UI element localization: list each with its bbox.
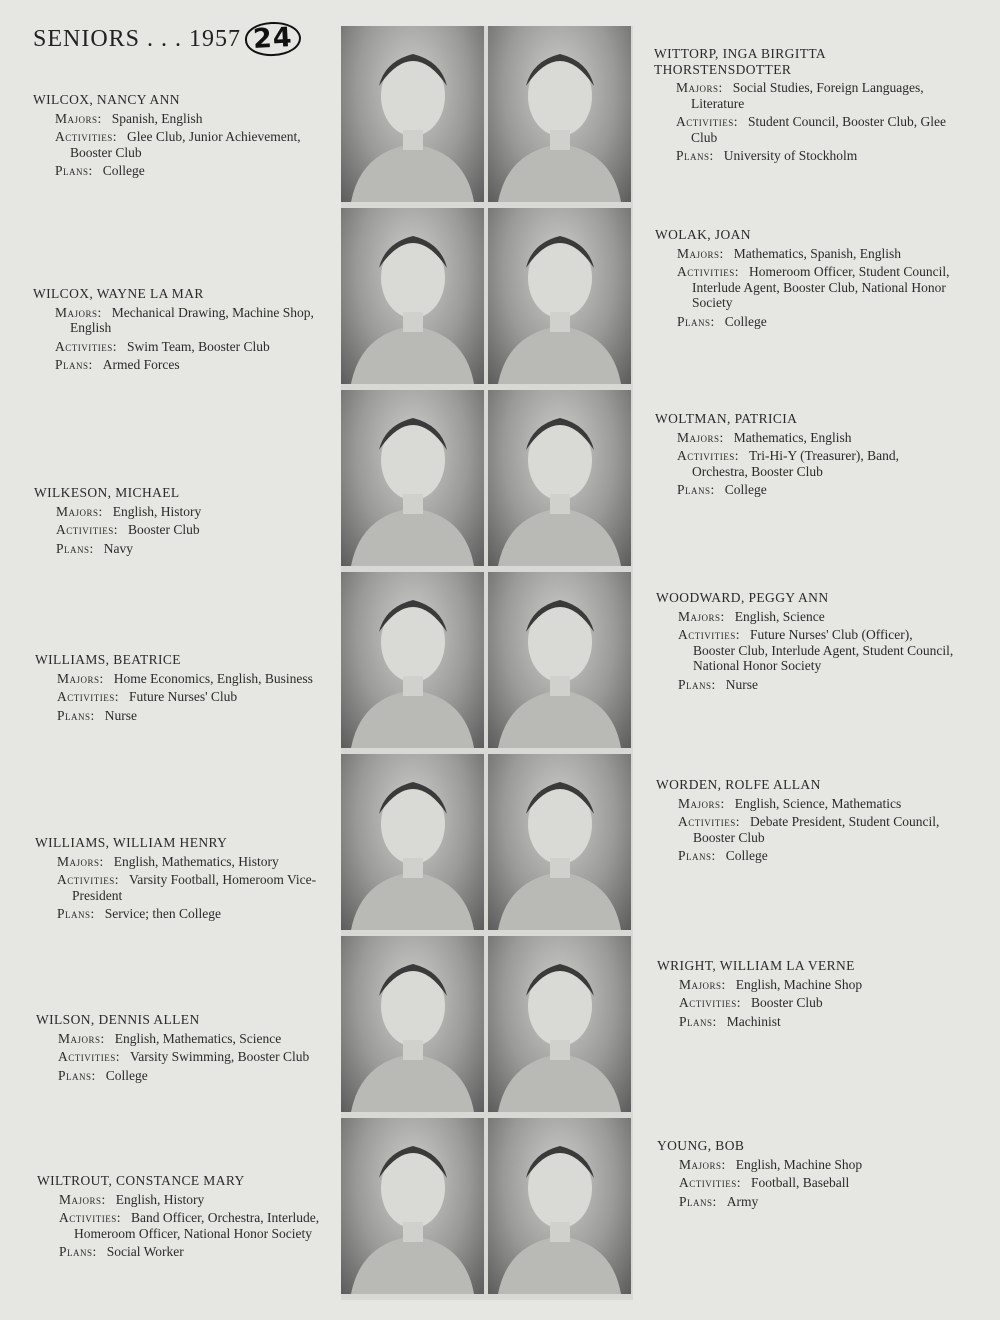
plans-line [655, 314, 955, 330]
senior-entry [655, 411, 955, 501]
activities-line [657, 1175, 957, 1191]
student-portrait [488, 390, 631, 566]
plans-label: Plans: [679, 1193, 717, 1209]
senior-entry [654, 46, 954, 167]
majors-label: Majors: [679, 976, 726, 992]
page-title: SENIORS . . . 1957 [33, 25, 242, 52]
plans-value: Machinist [726, 1013, 781, 1029]
plans-value: Armed Forces [102, 357, 180, 372]
activities-value: Future Nurses' Club (Officer), Booster Club, Interlude Agent, Student Council, National Honor Society [693, 627, 954, 673]
activities-label: Activities: [57, 872, 119, 887]
plans-value: Nurse [725, 676, 759, 692]
plans-label: Plans: [58, 1067, 96, 1083]
student-portrait [488, 208, 631, 384]
majors-value: English, Science [734, 608, 825, 624]
senior-name: WOODWARD, PEGGY ANN [656, 590, 829, 605]
activities-line [654, 114, 954, 145]
majors-value: English, Machine Shop [735, 976, 863, 992]
senior-entry [34, 485, 334, 559]
senior-name: WILLIAMS, WILLIAM HENRY [35, 835, 228, 850]
majors-line [33, 111, 333, 127]
activities-line [655, 264, 955, 311]
activities-label: Activities: [677, 448, 739, 463]
majors-value: English, History [112, 503, 202, 519]
senior-entry [35, 835, 335, 925]
senior-name: WOLAK, JOAN [655, 227, 751, 242]
plans-line [35, 708, 335, 724]
senior-entry [657, 1138, 957, 1212]
student-portrait [341, 208, 484, 384]
majors-label: Majors: [57, 853, 104, 869]
majors-line [654, 80, 954, 111]
majors-line [656, 609, 956, 625]
activities-label: Activities: [677, 264, 739, 279]
senior-name: WILTROUT, CONSTANCE MARY [37, 1173, 245, 1188]
activities-value: Debate President, Student Council, Booster Club [693, 814, 940, 845]
majors-value: Spanish, English [111, 110, 203, 126]
activities-value: Future Nurses' Club [129, 689, 238, 704]
plans-line [657, 1014, 957, 1030]
plans-value: Social Worker [106, 1244, 184, 1259]
majors-line [35, 671, 335, 687]
majors-value: English, Science, Mathematics [734, 795, 902, 811]
activities-label: Activities: [59, 1210, 121, 1225]
activities-label: Activities: [58, 1049, 120, 1064]
majors-label: Majors: [55, 110, 102, 126]
activities-value: Band Officer, Orchestra, Interlude, Homeroom Officer, National Honor Society [74, 1210, 320, 1241]
student-portrait [341, 1118, 484, 1294]
activities-line [35, 872, 335, 903]
activities-value: Tri-Hi-Y (Treasurer), Band, Orchestra, Booster Club [692, 448, 899, 479]
plans-label: Plans: [677, 313, 715, 329]
majors-value: English, History [115, 1191, 205, 1207]
page-header [33, 22, 301, 56]
student-portrait [488, 572, 631, 748]
activities-line [36, 1049, 336, 1065]
plans-label: Plans: [59, 1244, 97, 1259]
senior-entry [36, 1012, 336, 1086]
student-portrait [488, 754, 631, 930]
plans-line [655, 482, 955, 498]
plans-label: Plans: [57, 707, 95, 723]
majors-label: Majors: [57, 670, 104, 686]
senior-entry [37, 1173, 337, 1263]
plans-line [34, 541, 334, 557]
activities-value: Swim Team, Booster Club [127, 338, 270, 354]
senior-name: WRIGHT, WILLIAM LA VERNE [657, 958, 855, 973]
plans-value: Army [726, 1193, 759, 1209]
plans-value: College [102, 163, 145, 178]
activities-label: Activities: [679, 1175, 741, 1190]
activities-line [37, 1210, 337, 1241]
senior-name: WILSON, DENNIS ALLEN [36, 1012, 200, 1027]
activities-line [657, 995, 957, 1011]
plans-label: Plans: [676, 148, 714, 163]
plans-value: Navy [103, 540, 134, 556]
activities-label: Activities: [676, 114, 738, 129]
activities-line [35, 689, 335, 705]
plans-label: Plans: [678, 848, 716, 863]
student-portrait [488, 1118, 631, 1294]
plans-line [33, 357, 333, 373]
majors-line [33, 305, 333, 336]
majors-line [655, 430, 955, 446]
majors-line [34, 504, 334, 520]
majors-line [36, 1031, 336, 1047]
senior-name: WILLIAMS, BEATRICE [35, 652, 181, 667]
senior-entry [655, 227, 955, 332]
senior-name: WOLTMAN, PATRICIA [655, 411, 798, 426]
majors-label: Majors: [676, 80, 723, 95]
senior-entry [656, 777, 956, 867]
majors-label: Majors: [677, 245, 724, 261]
majors-value: English, Mathematics, History [113, 853, 279, 869]
plans-value: College [105, 1067, 148, 1083]
plans-value: University of Stockholm [723, 148, 858, 163]
plans-value: Service; then College [104, 906, 221, 921]
senior-name: WORDEN, ROLFE ALLAN [656, 777, 821, 792]
handwritten-page-number: 24 [244, 21, 301, 58]
majors-line [655, 246, 955, 262]
plans-line [35, 906, 335, 922]
majors-label: Majors: [677, 429, 724, 445]
majors-value: English, Mathematics, Science [114, 1030, 282, 1046]
activities-label: Activities: [57, 689, 119, 704]
activities-line [656, 814, 956, 845]
activities-label: Activities: [678, 627, 740, 642]
activities-value: Glee Club, Junior Achievement, Booster Club [70, 129, 301, 160]
senior-entry [35, 652, 335, 726]
activities-line [655, 448, 955, 479]
senior-entry [656, 590, 956, 695]
activities-value: Football, Baseball [751, 1175, 850, 1190]
plans-label: Plans: [55, 357, 93, 372]
student-portrait [341, 572, 484, 748]
student-portrait [341, 936, 484, 1112]
senior-name: WILCOX, WAYNE LA MAR [33, 286, 204, 301]
majors-value: Mathematics, Spanish, English [733, 245, 901, 261]
plans-value: College [724, 313, 767, 329]
plans-label: Plans: [677, 482, 715, 497]
student-portrait [341, 26, 484, 202]
senior-entry [33, 286, 333, 376]
activities-label: Activities: [55, 338, 117, 354]
majors-label: Majors: [58, 1030, 105, 1046]
senior-entry [657, 958, 957, 1032]
portrait-column [341, 26, 633, 1300]
plans-line [656, 848, 956, 864]
plans-value: Nurse [104, 707, 138, 723]
student-portrait [341, 754, 484, 930]
majors-line [656, 796, 956, 812]
senior-name: YOUNG, BOB [657, 1138, 745, 1153]
majors-value: Mathematics, English [733, 429, 852, 445]
plans-label: Plans: [678, 676, 716, 692]
plans-label: Plans: [679, 1013, 717, 1029]
plans-line [37, 1244, 337, 1260]
plans-label: Plans: [56, 540, 94, 556]
activities-value: Varsity Swimming, Booster Club [130, 1049, 310, 1064]
senior-name: WILCOX, NANCY ANN [33, 92, 180, 107]
senior-entry [33, 92, 333, 182]
activities-label: Activities: [56, 522, 118, 537]
activities-value: Booster Club [751, 995, 823, 1010]
majors-label: Majors: [55, 304, 102, 320]
student-portrait [341, 390, 484, 566]
majors-value: English, Machine Shop [735, 1156, 863, 1172]
activities-label: Activities: [678, 814, 740, 829]
activities-value: Varsity Football, Homeroom Vice-President [72, 872, 317, 903]
plans-line [33, 163, 333, 179]
majors-label: Majors: [678, 608, 725, 624]
activities-line [33, 129, 333, 160]
senior-name: WILKESON, MICHAEL [34, 485, 180, 500]
majors-line [37, 1192, 337, 1208]
majors-line [657, 977, 957, 993]
student-portrait [488, 26, 631, 202]
majors-label: Majors: [679, 1156, 726, 1172]
student-portrait [488, 936, 631, 1112]
activities-line [656, 627, 956, 674]
plans-line [654, 148, 954, 164]
senior-name: WITTORP, INGA BIRGITTA THORSTENSDOTTER [654, 46, 826, 77]
activities-label: Activities: [55, 129, 117, 144]
plans-value: College [725, 848, 768, 863]
activities-value: Booster Club [128, 522, 200, 537]
plans-label: Plans: [57, 906, 95, 921]
majors-value: Mechanical Drawing, Machine Shop, English [70, 304, 314, 335]
activities-line [34, 522, 334, 538]
majors-value: Social Studies, Foreign Languages, Literature [691, 80, 924, 111]
activities-line [33, 339, 333, 355]
majors-label: Majors: [59, 1191, 106, 1207]
majors-line [35, 854, 335, 870]
majors-line [657, 1157, 957, 1173]
plans-line [656, 677, 956, 693]
activities-value: Student Council, Booster Club, Glee Club [691, 114, 946, 145]
plans-value: College [724, 482, 767, 497]
majors-label: Majors: [56, 503, 103, 519]
majors-value: Home Economics, English, Business [113, 670, 313, 686]
plans-line [36, 1068, 336, 1084]
activities-value: Homeroom Officer, Student Council, Interlude Agent, Booster Club, National Honor Society [692, 264, 950, 310]
plans-label: Plans: [55, 163, 93, 178]
plans-line [657, 1194, 957, 1210]
activities-label: Activities: [679, 995, 741, 1010]
majors-label: Majors: [678, 795, 725, 811]
